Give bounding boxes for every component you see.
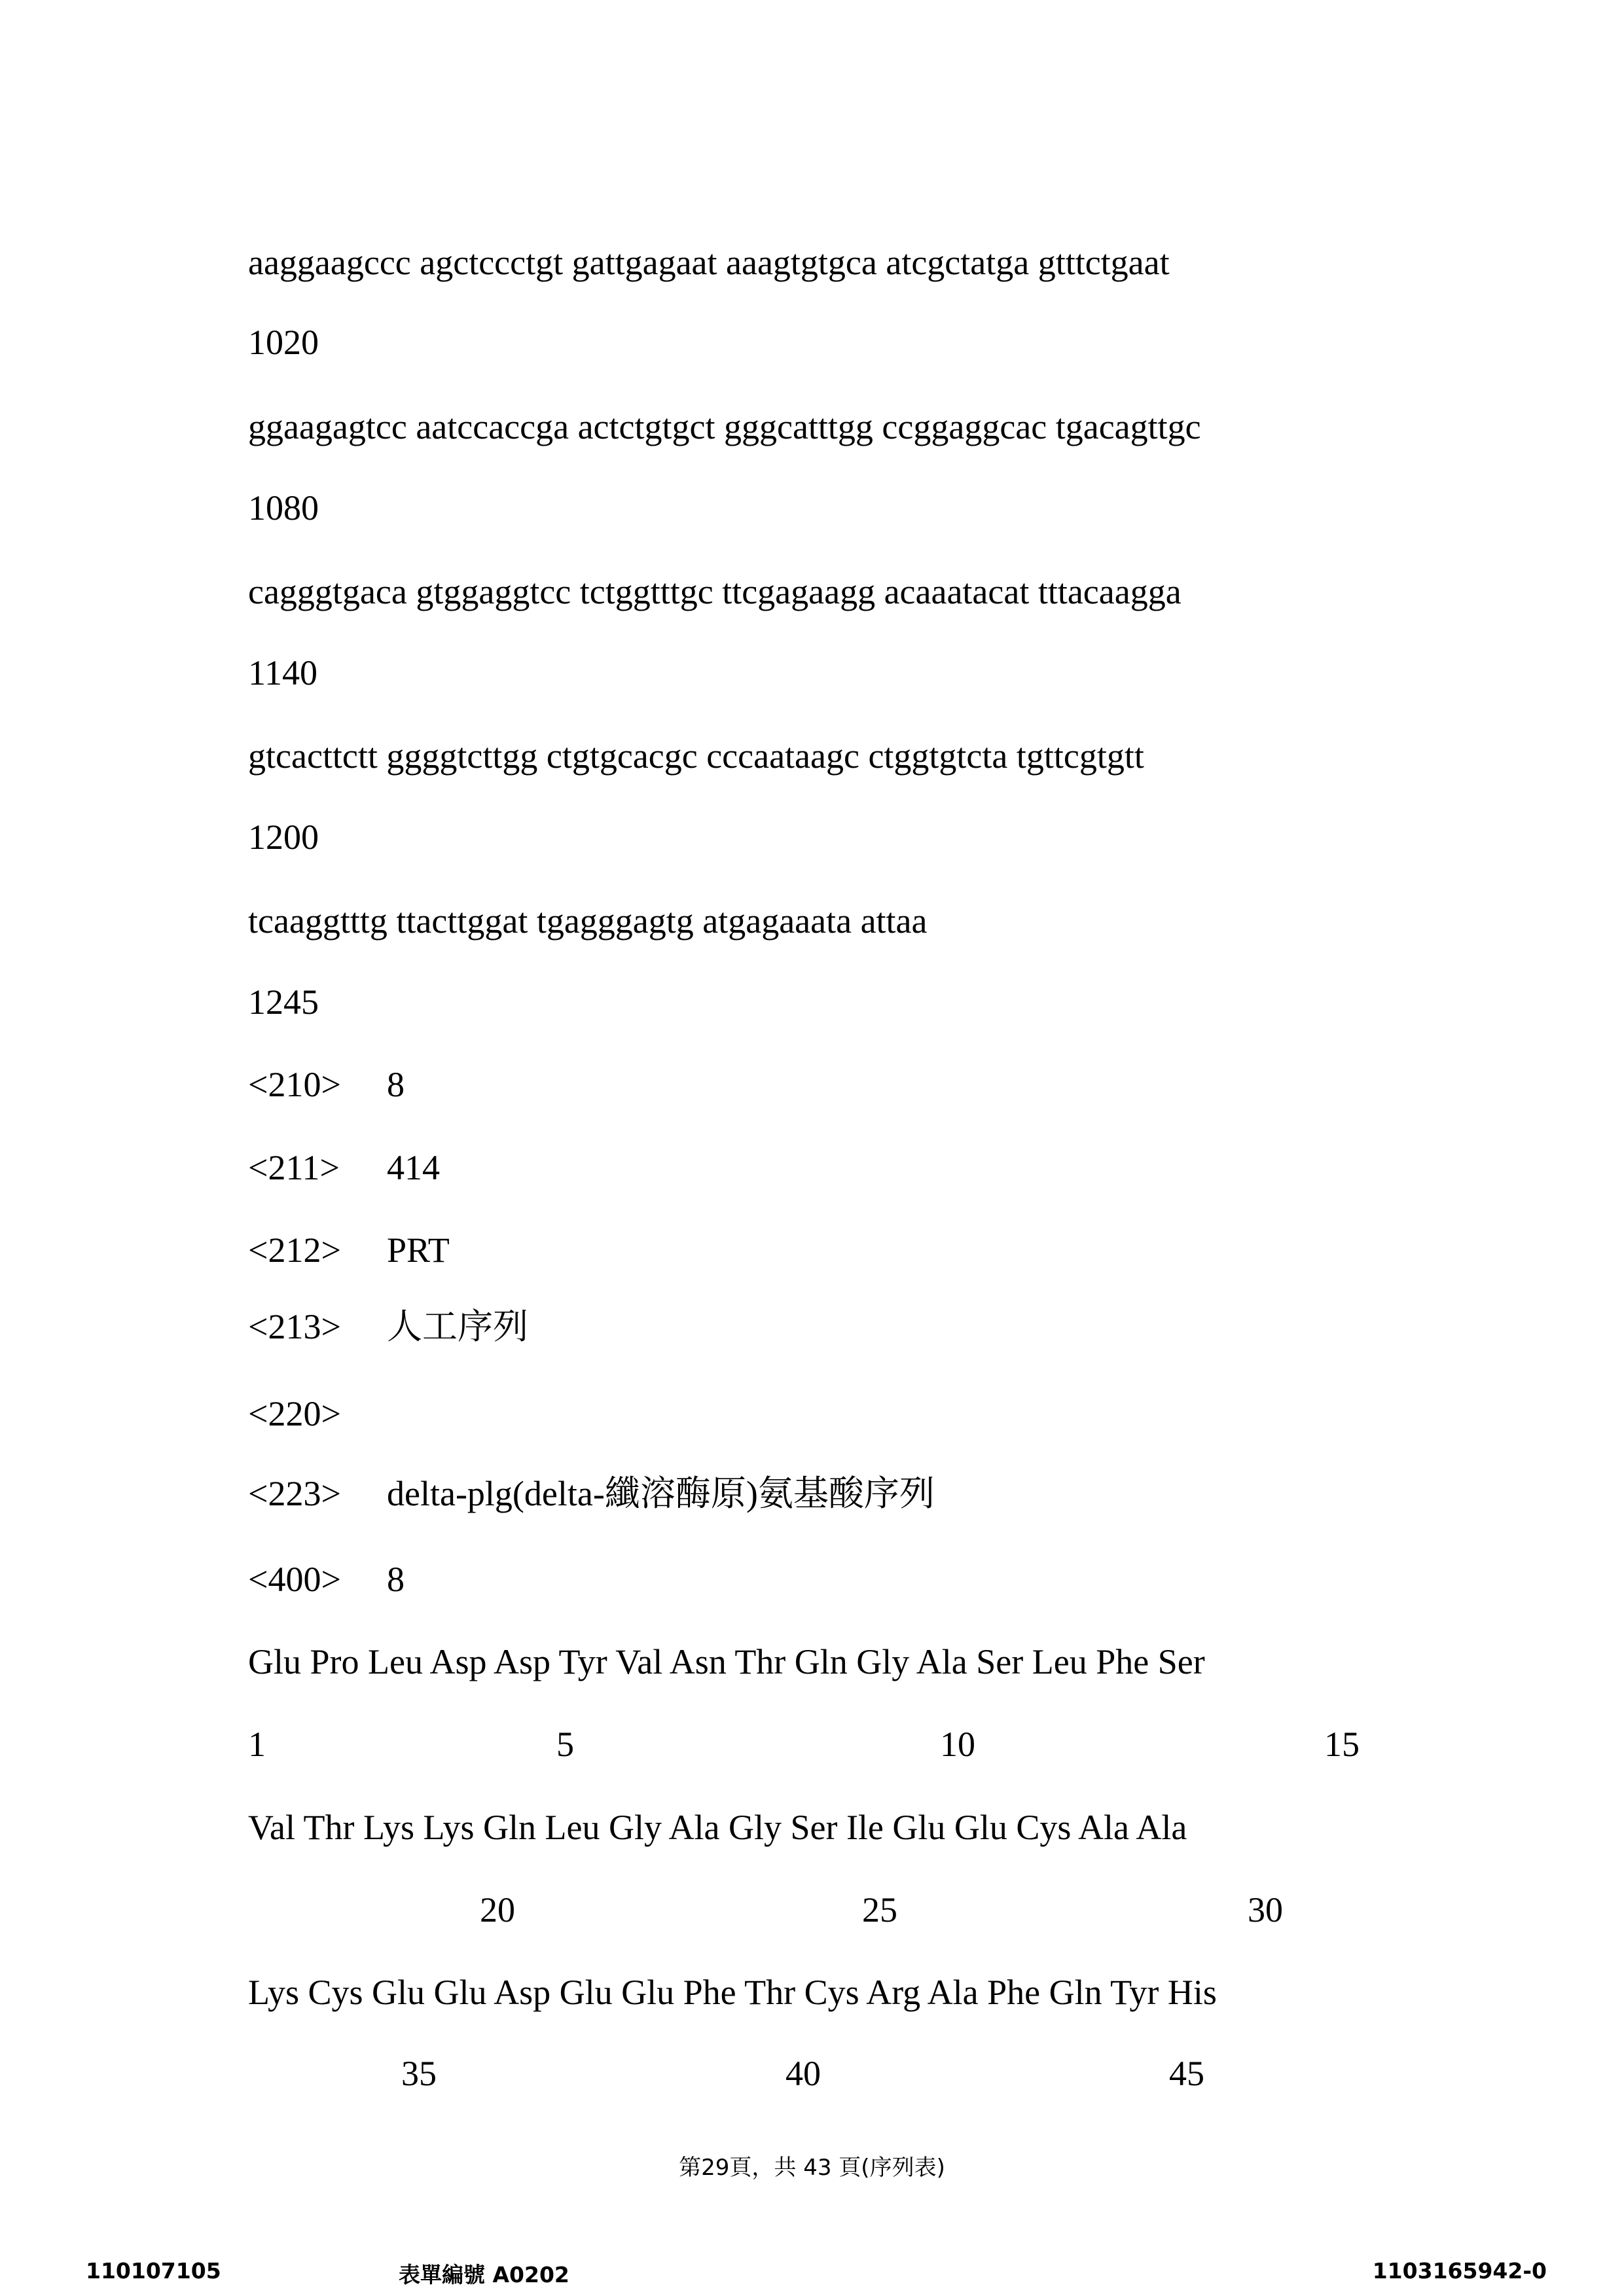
- field-tag: <213>: [248, 1307, 341, 1346]
- field-tag: <212>: [248, 1230, 341, 1270]
- field-value: 8: [387, 1560, 405, 1599]
- residue-number: 10: [940, 1725, 975, 1764]
- field-tag: <220>: [248, 1394, 341, 1433]
- dna-position-number: 1245: [248, 982, 319, 1022]
- residue-number: 40: [785, 2054, 821, 2093]
- residue-number: 20: [480, 1890, 515, 1929]
- field-tag: <210>: [248, 1065, 341, 1104]
- residue-number: 1: [248, 1725, 266, 1764]
- footer-form-number: 表單編號 A0202: [399, 2258, 569, 2289]
- field-value: PRT: [387, 1230, 450, 1270]
- residue-number: 30: [1248, 1890, 1283, 1929]
- dna-sequence-line: ggaagagtcc aatccaccga actctgtgct gggcatttgg ccggaggcac tgacagttgc: [248, 407, 1201, 446]
- residue-number: 35: [401, 2054, 437, 2093]
- dna-sequence-line: gtcacttctt ggggtcttgg ctgtgcacgc cccaataagc ctggtgtcta tgttcgtgtt: [248, 736, 1144, 776]
- field-value: delta-plg(delta-纖溶酶原)氨基酸序列: [387, 1474, 935, 1513]
- dna-sequence-line: aaggaagccc agctccctgt gattgagaat aaagtgtgca atcgctatga gtttctgaat: [248, 243, 1170, 282]
- field-tag: <223>: [248, 1474, 341, 1513]
- dna-position-number: 1020: [248, 323, 319, 362]
- dna-sequence-line: cagggtgaca gtggaggtcc tctggtttgc ttcgagaagg acaaatacat tttacaagga: [248, 572, 1182, 611]
- dna-position-number: 1080: [248, 488, 319, 528]
- protein-sequence-line: Val Thr Lys Lys Gln Leu Gly Ala Gly Ser Ile Glu Glu Cys Ala Ala: [248, 1808, 1187, 1847]
- residue-number: 25: [862, 1890, 897, 1929]
- residue-number: 15: [1324, 1725, 1360, 1764]
- protein-sequence-line: Glu Pro Leu Asp Asp Tyr Val Asn Thr Gln Gly Ala Ser Leu Phe Ser: [248, 1642, 1205, 1681]
- dna-sequence-line: tcaaggtttg ttacttggat tgagggagtg atgagaaata attaa: [248, 901, 928, 941]
- footer-left-code: 110107105: [86, 2258, 221, 2284]
- page-number: 第29頁，共 43 頁(序列表): [0, 2149, 1624, 2181]
- residue-number: 45: [1169, 2054, 1204, 2093]
- field-value: 8: [387, 1065, 405, 1104]
- footer-right-code: 1103165942-0: [1373, 2258, 1547, 2284]
- protein-sequence-line: Lys Cys Glu Glu Asp Glu Glu Phe Thr Cys Arg Ala Phe Gln Tyr His: [248, 1973, 1217, 2012]
- field-value: 414: [387, 1148, 440, 1187]
- dna-position-number: 1200: [248, 817, 319, 857]
- residue-number: 5: [556, 1725, 574, 1764]
- dna-position-number: 1140: [248, 653, 317, 692]
- field-tag: <211>: [248, 1148, 340, 1187]
- field-tag: <400>: [248, 1560, 341, 1599]
- field-value: 人工序列: [387, 1307, 528, 1346]
